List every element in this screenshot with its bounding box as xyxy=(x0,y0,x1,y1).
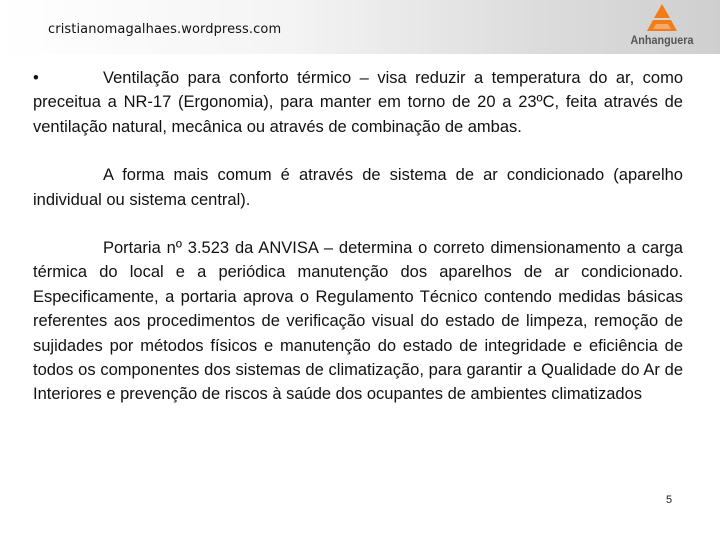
paragraph-air-conditioning-text: A forma mais comum é através de sistema de ar condicionado (aparelho individual ou sistema central). xyxy=(33,166,683,209)
slide-content xyxy=(33,66,683,407)
logo xyxy=(612,4,712,48)
paragraph-air-conditioning xyxy=(33,163,683,212)
paragraph-ventilation-text: Ventilação para conforto térmico – visa reduzir a temperatura do ar, como preceitua a NR-17 (Ergonomia), para manter em torno de 20 a 23ºC, feita através de ventilação natural, mecânica ou através de combinação de ambas. xyxy=(33,69,683,136)
paragraph-anvisa-ordinance-text: Portaria nº 3.523 da ANVISA – determina o correto dimensionamento a carga térmica do local e a periódica manutenção dos aparelhos de ar condicionado. Especificamente, a portaria aprova o Regulamento Técnico contendo medidas básicas referentes aos procedimentos de verificação visual do estado de limpeza, remoção de sujidades por métodos físicos e manutenção do estado de integridade e eficiência de todos os componentes dos sistemas de climatização, para garantir a Qualidade do Ar de Interiores e prevenção de riscos à saúde dos ocupantes de ambientes climatizados xyxy=(33,239,683,404)
site-url: cristianomagalhaes.wordpress.com xyxy=(48,22,282,37)
anhanguera-logo-icon xyxy=(644,4,680,34)
paragraph-ventilation xyxy=(33,66,683,139)
bullet: • xyxy=(33,69,39,87)
page-number: 5 xyxy=(666,494,673,506)
logo-text: Anhanguera xyxy=(630,33,694,47)
paragraph-anvisa-ordinance xyxy=(33,236,683,407)
